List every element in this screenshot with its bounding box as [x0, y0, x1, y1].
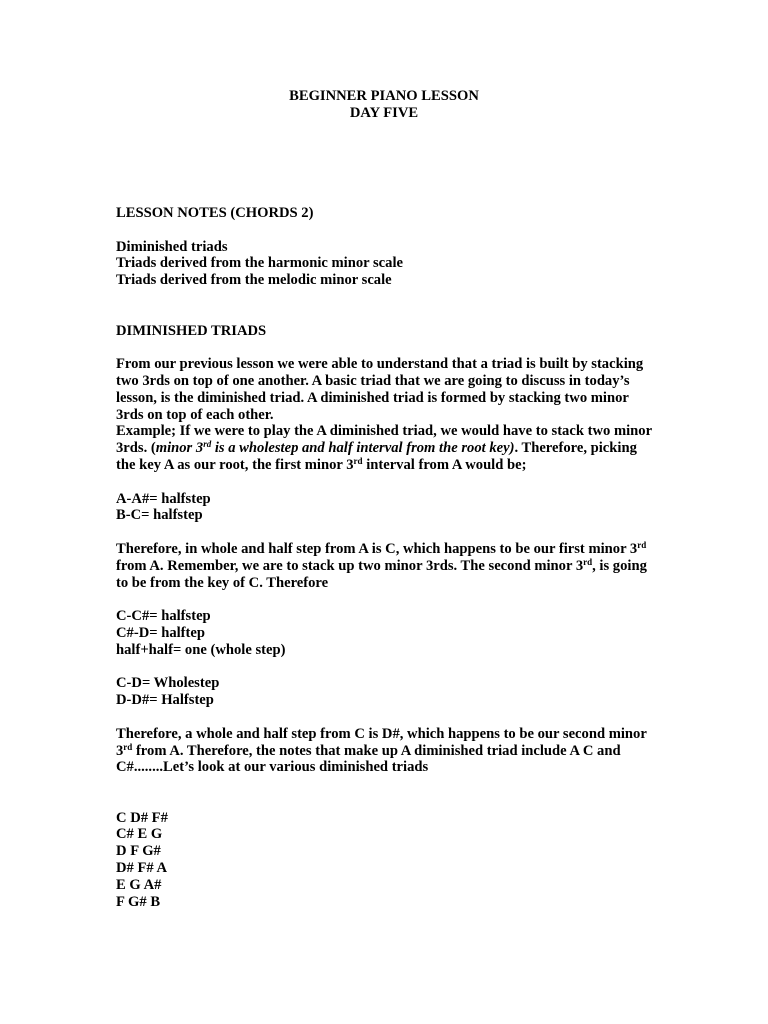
notes-heading: LESSON NOTES (CHORDS 2): [116, 205, 314, 221]
triad-item: C# E G: [116, 826, 163, 843]
notes-item: Diminished triads: [116, 238, 228, 255]
triad-item: F G# B: [116, 893, 161, 910]
lesson-day: DAY FIVE: [349, 104, 419, 121]
text-run: from A. Remember, we are to stack up two minor 3rds. The second minor 3: [116, 557, 584, 574]
notes-item: Triads derived from the harmonic minor scale: [116, 255, 403, 272]
lesson-title: BEGINNER PIANO LESSON: [289, 88, 479, 104]
lesson-content: [116, 205, 656, 910]
step-line: C-D= Wholestep: [116, 675, 220, 692]
notes-item: Triads derived from the melodic minor scale: [116, 272, 392, 289]
paragraph-example: [116, 423, 656, 473]
step-line: half+half= one (whole step): [116, 641, 286, 658]
superscript: rd: [203, 439, 212, 450]
text-run-italic: minor 3rd is a wholestep and half interval from the root key): [155, 439, 515, 457]
triad-item: C D# F#: [116, 809, 168, 826]
step-line: D-D#= Halfstep: [116, 692, 214, 709]
title-block: [0, 88, 768, 122]
paragraph-intro: From our previous lesson we were able to understand that a triad is built by stacking two 3rds on top of one another. A basic triad that we are going to discuss in today’s lesson, is the diminished triad. A diminished triad is formed by stacking two minor 3rds on top of each other.: [116, 356, 644, 423]
step-line: C-C#= halfstep: [116, 608, 211, 625]
triad-item: D F G#: [116, 843, 161, 860]
triad-item: E G A#: [116, 876, 162, 893]
paragraph-first-third: [116, 541, 656, 591]
step-line: C#-D= halftep: [116, 624, 205, 641]
text-run: Example; If we were to play the A diminished triad, we would have to stack two minor 3rds. (: [116, 423, 652, 457]
text-run: from A. Therefore, the notes that make up A diminished triad include A C and C#........Let’s look at our various diminished triads: [116, 742, 621, 776]
superscript: rd: [583, 556, 593, 567]
text-run: Therefore, in whole and half step from A is C, which happens to be our first minor 3: [116, 540, 638, 557]
text-run: Therefore, a whole and half step from C is D#, which happens to be our second minor 3: [116, 725, 647, 759]
superscript: rd: [123, 741, 133, 752]
text-run: interval from A would be;: [362, 456, 527, 473]
triad-item: D# F# A: [116, 860, 168, 877]
text-run: . Therefore, picking the key A as our root, the first minor 3: [116, 440, 637, 473]
section-heading: DIMINISHED TRIADS: [116, 322, 267, 339]
superscript: rd: [353, 455, 363, 466]
paragraph-second-third: [116, 726, 656, 776]
step-line: A-A#= halfstep: [116, 490, 211, 507]
step-line: B-C= halfstep: [116, 507, 203, 524]
text-run: , is going to be from the key of C. Therefore: [116, 557, 647, 591]
superscript: rd: [637, 539, 647, 550]
